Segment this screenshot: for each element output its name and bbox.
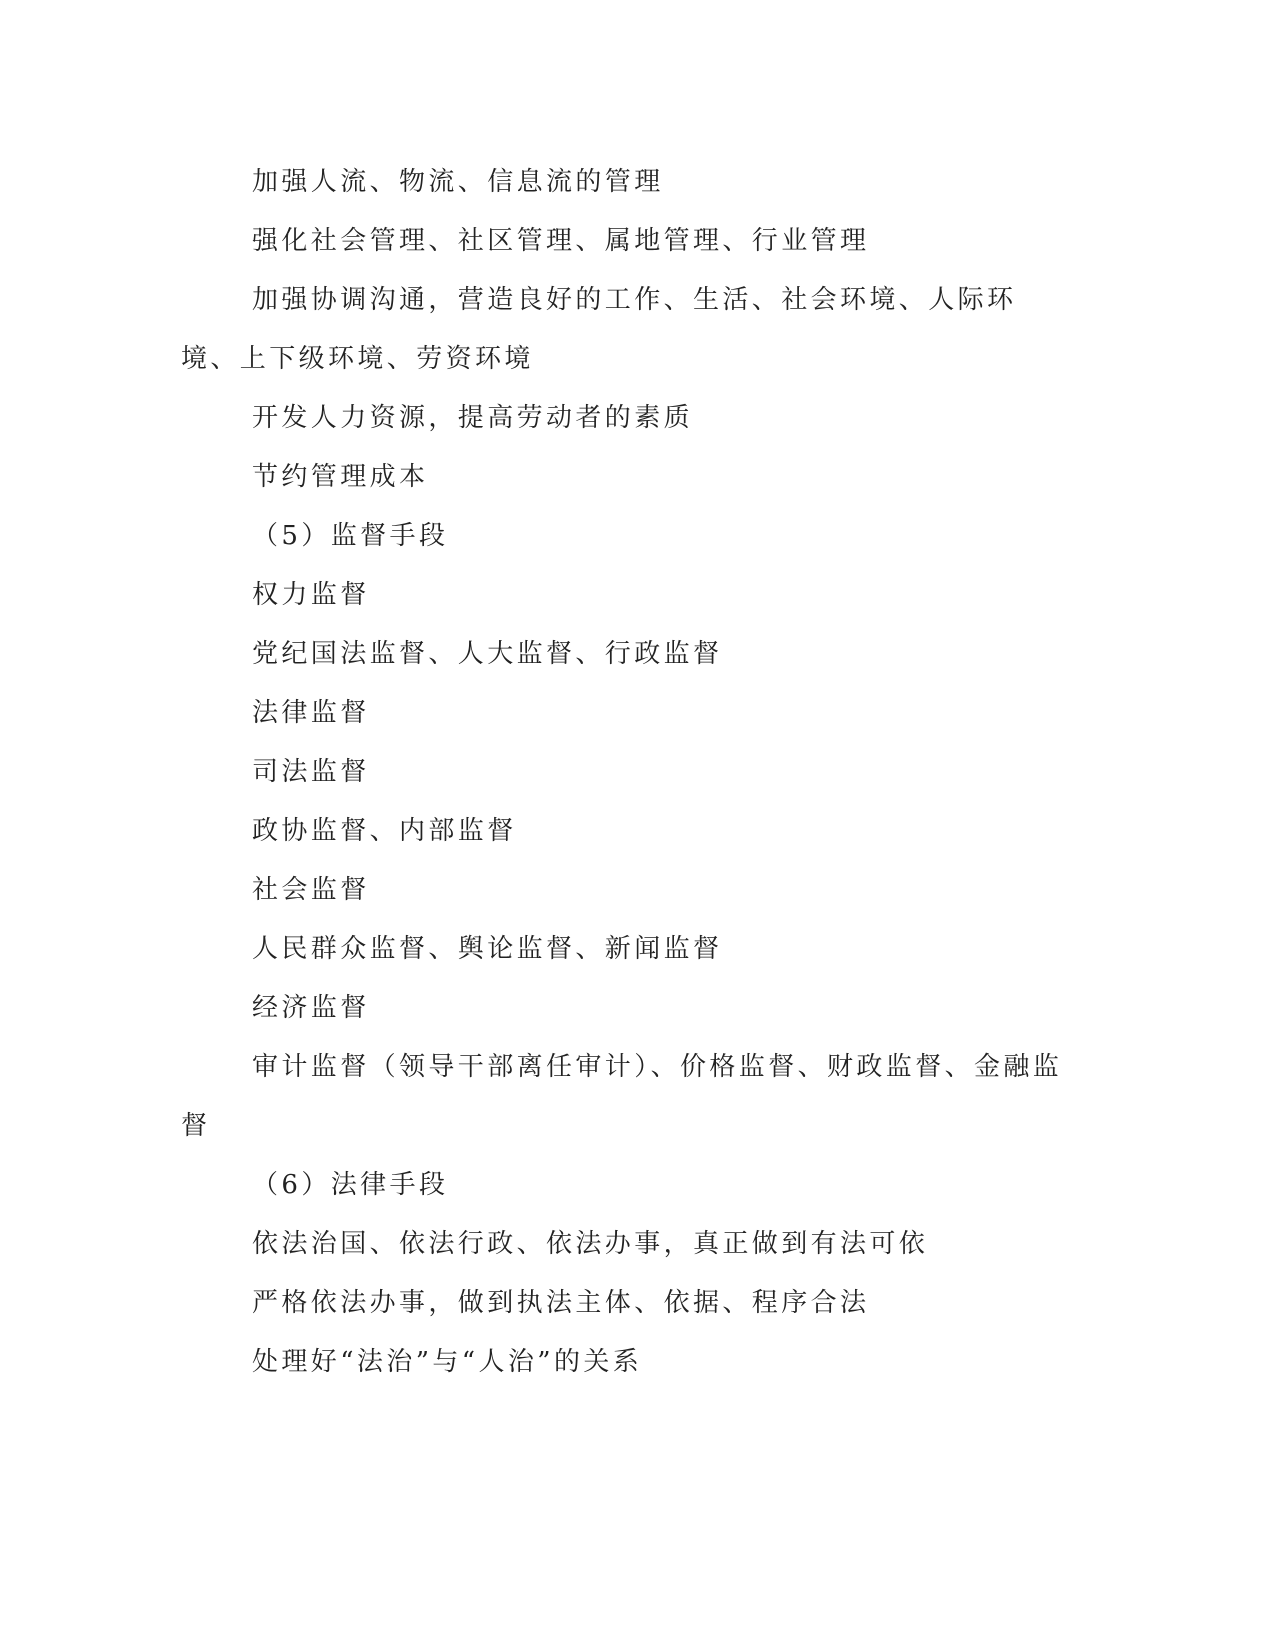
paragraph: 法律监督 (252, 698, 370, 728)
paragraph: 司法监督 (252, 757, 370, 787)
paragraph: 处理好“法治”与“人治”的关系 (252, 1347, 643, 1377)
paragraph: 依法治国、依法行政、依法办事，真正做到有法可依 (252, 1229, 929, 1259)
paragraph: 党纪国法监督、人大监督、行政监督 (252, 639, 723, 669)
section-heading: （5）监督手段 (252, 521, 449, 551)
document-body (181, 153, 1066, 1392)
section-heading: （6）法律手段 (252, 1170, 449, 1200)
paragraph: 社会监督 (252, 875, 370, 905)
paragraph: 人民群众监督、舆论监督、新闻监督 (252, 934, 723, 964)
paragraph: 开发人力资源，提高劳动者的素质 (252, 403, 694, 433)
paragraph: 加强协调沟通，营造良好的工作、生活、社会环境、人际环境、上下级环境、劳资环境 (181, 285, 1017, 374)
paragraph: 节约管理成本 (252, 462, 429, 492)
paragraph: 权力监督 (252, 580, 370, 610)
paragraph: 强化社会管理、社区管理、属地管理、行业管理 (252, 226, 870, 256)
paragraph: 严格依法办事，做到执法主体、依据、程序合法 (252, 1288, 870, 1318)
paragraph: 审计监督（领导干部离任审计）、价格监督、财政监督、金融监督 (181, 1052, 1063, 1141)
paragraph: 加强人流、物流、信息流的管理 (252, 167, 664, 197)
paragraph: 政协监督、内部监督 (252, 816, 517, 846)
paragraph: 经济监督 (252, 993, 370, 1023)
